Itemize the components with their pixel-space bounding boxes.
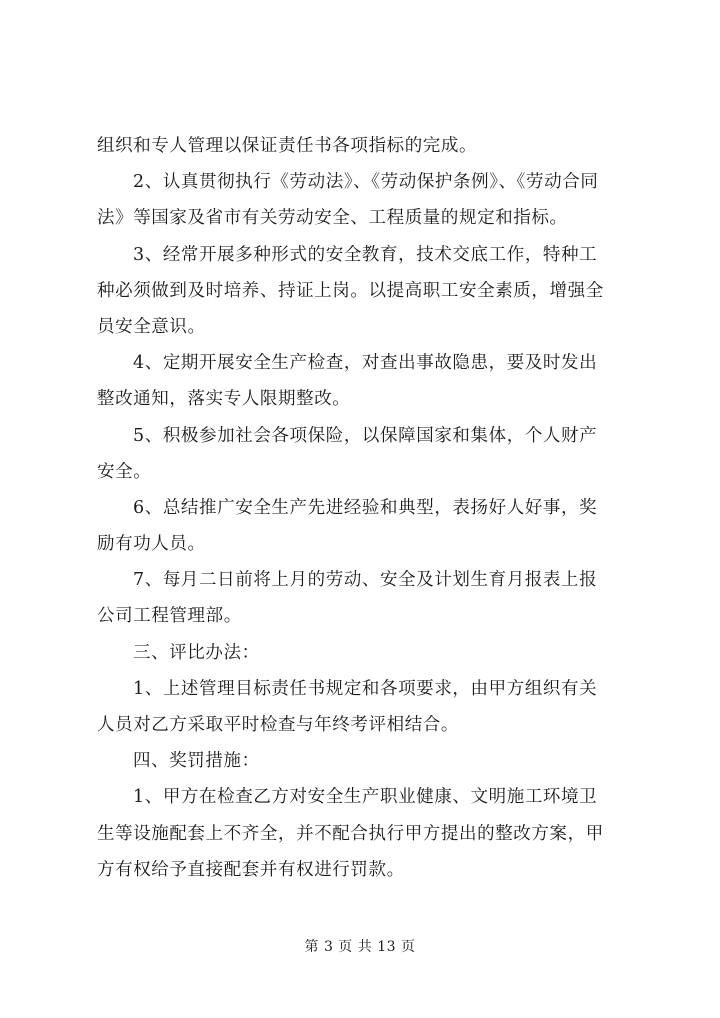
text-line: 4、定期开展安全生产检查，对查出事故隐患，要及时发出: [133, 353, 598, 374]
text-line: 生等设施配套上不齐全，并不配合执行甲方提出的整改方案，甲: [97, 823, 604, 844]
text-line: 6、总结推广安全生产先进经验和典型，表扬好人好事，奖: [133, 497, 598, 518]
text-line: 7、每月二日前将上月的劳动、安全及计划生育月报表上报: [133, 570, 598, 591]
text-line: 种必须做到及时培养、持证上岗。以提高职工安全素质，增强全: [97, 280, 604, 301]
text-line: 公司工程管理部。: [97, 606, 242, 627]
text-line: 整改通知，落实专人限期整改。: [97, 389, 351, 410]
text-line: 2、认真贯彻执行《劳动法》、《劳动保护条例》、《劳动合同: [133, 172, 599, 193]
text-line: 组织和专人管理以保证责任书各项指标的完成。: [97, 136, 478, 156]
section-heading: 三、评比办法：: [133, 642, 260, 663]
section-heading: 四、奖罚措施：: [133, 751, 260, 772]
text-line: 励有功人员。: [97, 534, 206, 555]
document-body: [97, 128, 633, 888]
text-line: 方有权给予直接配套并有权进行罚款。: [97, 859, 405, 880]
text-line: 1、上述管理目标责任书规定和各项要求，由甲方组织有关: [133, 678, 598, 699]
text-line: 3、经常开展多种形式的安全教育，技术交底工作，特种工: [133, 244, 598, 265]
text-line: 5、积极参加社会各项保险，以保障国家和集体，个人财产: [133, 425, 598, 446]
page-number-footer: 第 3 页 共 13 页: [304, 939, 416, 955]
text-line: 法》等国家及省市有关劳动安全、工程质量的规定和指标。: [97, 208, 568, 229]
text-line: 员安全意识。: [97, 316, 206, 337]
text-line: 人员对乙方采取平时检查与年终考评相结合。: [97, 715, 459, 735]
text-line: 1、甲方在检查乙方对安全生产职业健康、文明施工环境卫: [133, 787, 598, 808]
text-line: 安全。: [97, 461, 152, 482]
